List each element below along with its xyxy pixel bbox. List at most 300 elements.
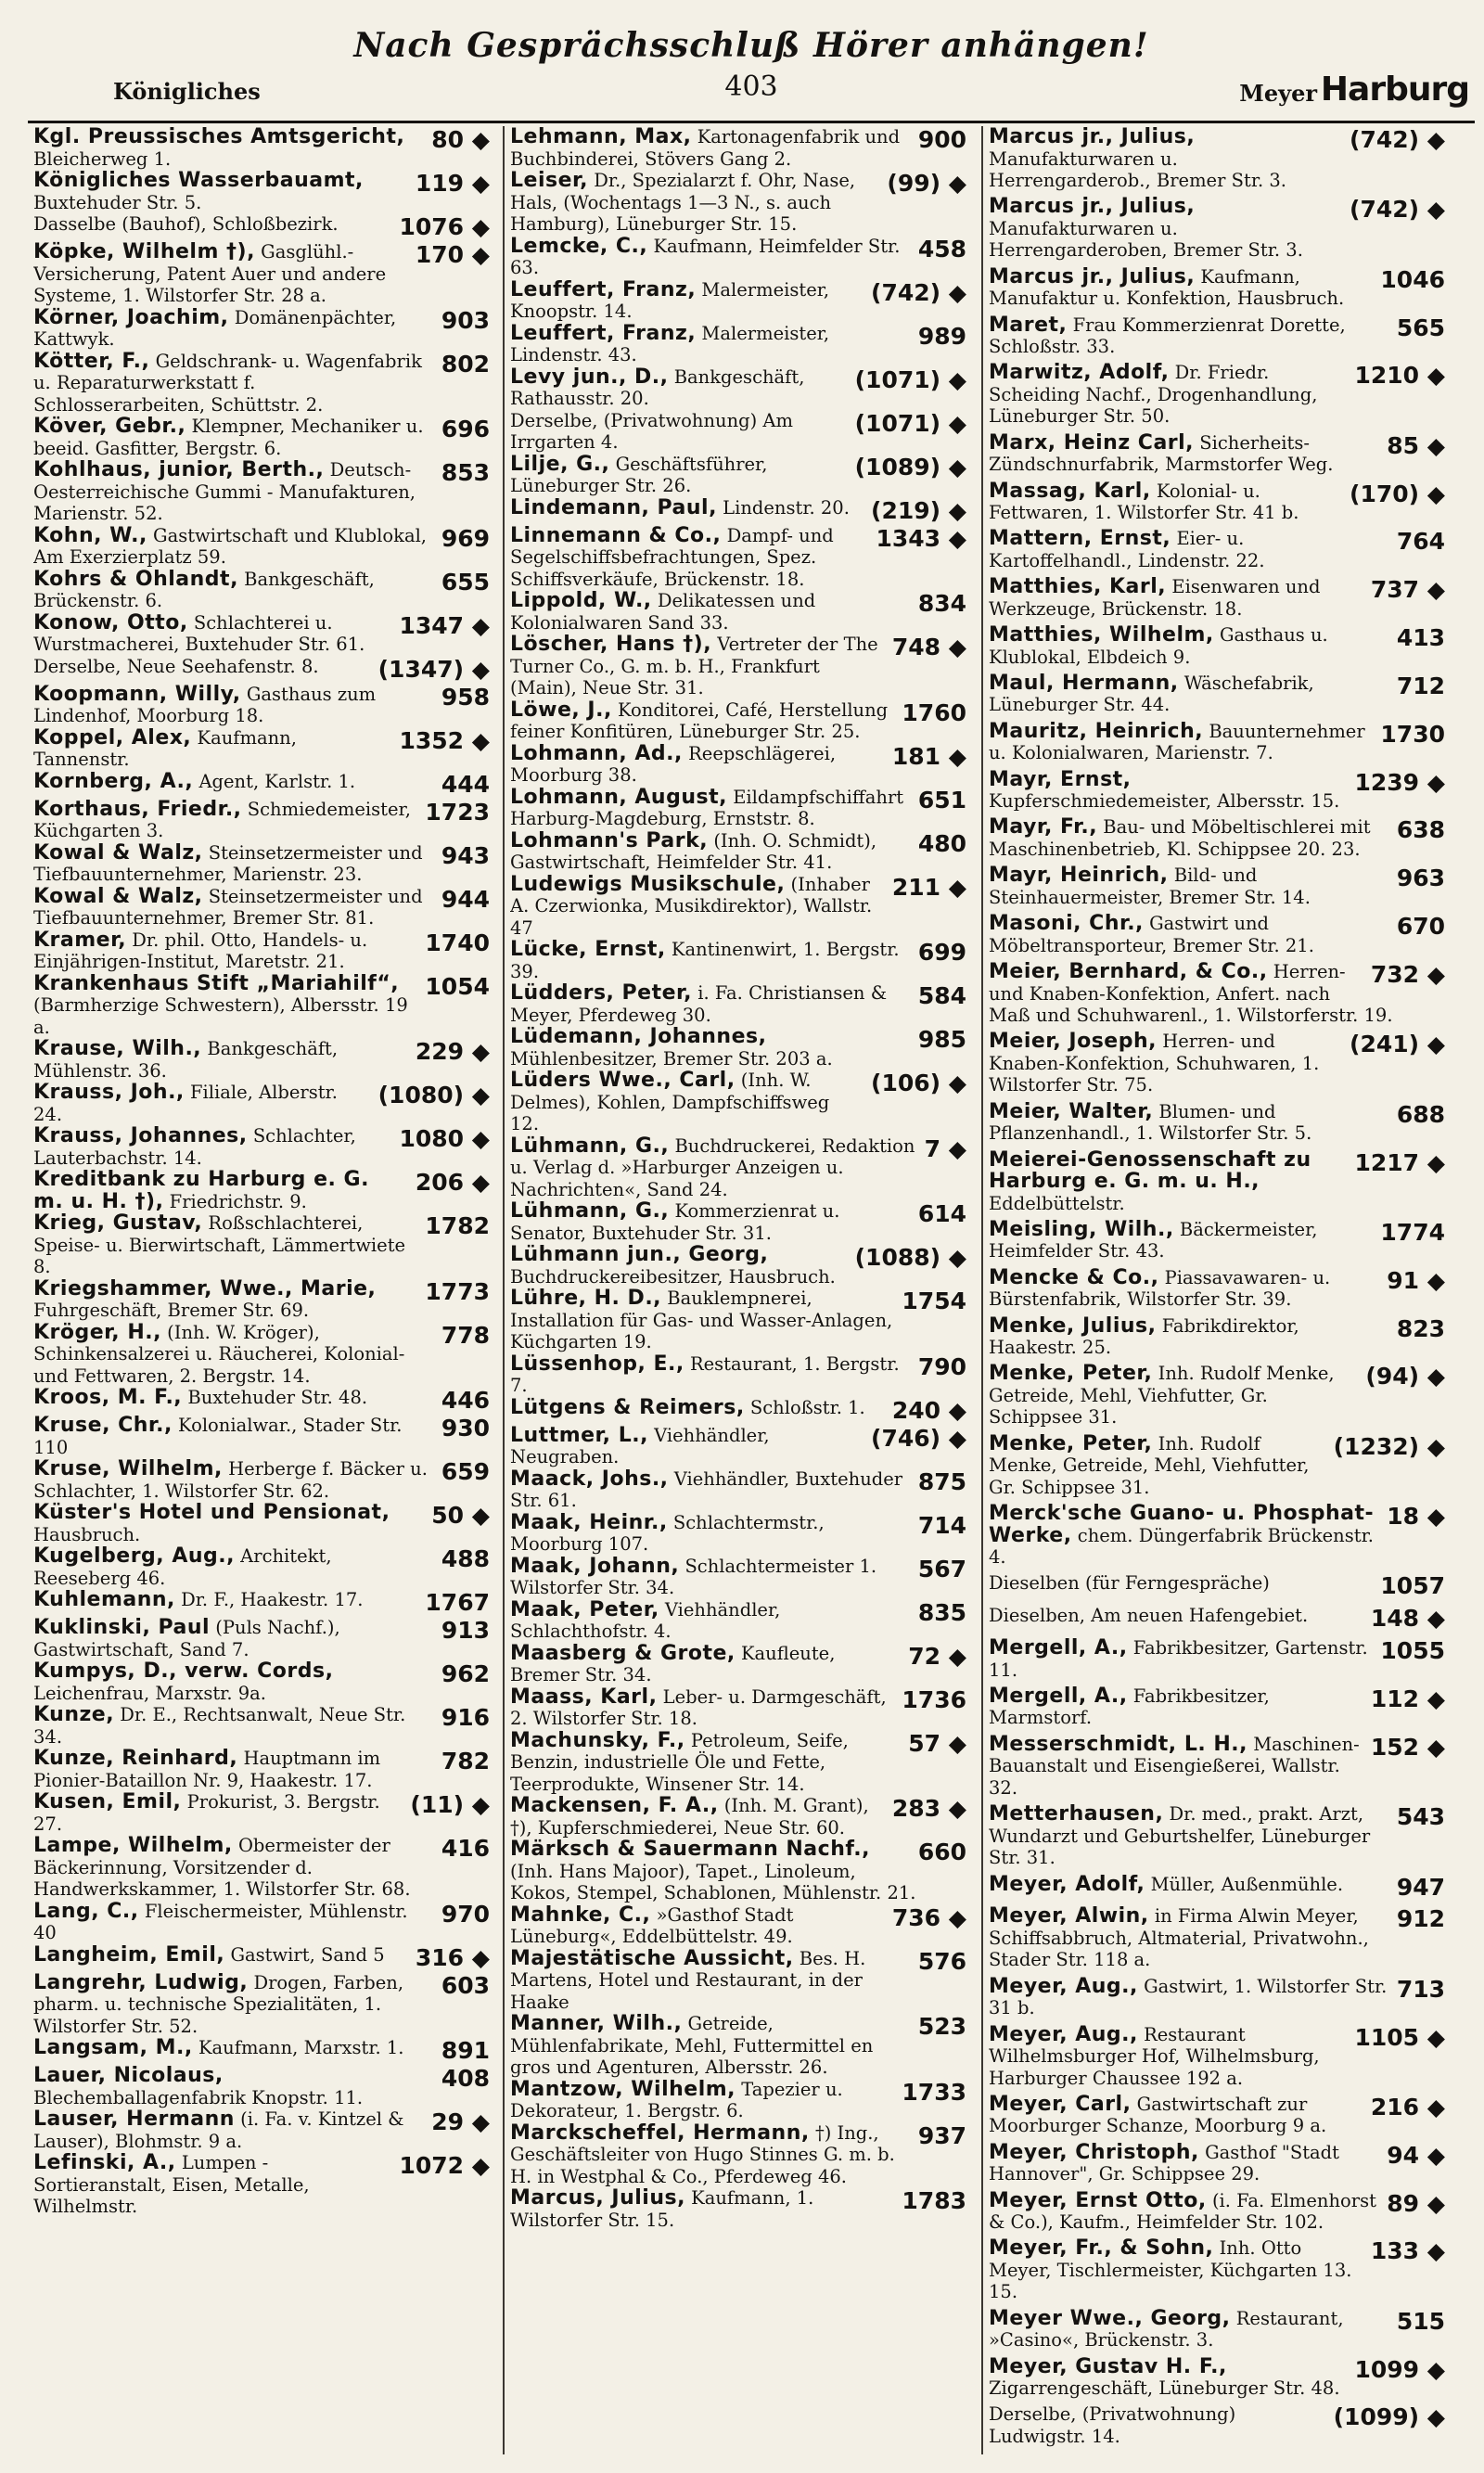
entry-name: Mackensen, F. A., bbox=[510, 1794, 719, 1817]
entry-name: Lüdders, Peter, bbox=[510, 981, 693, 1005]
entry-details: Schlachtermeister 1. Wilstorfer Str. 34. bbox=[510, 1555, 877, 1598]
directory-entry bbox=[33, 1458, 493, 1502]
directory-entry bbox=[989, 1874, 1449, 1902]
entry-details: Fuhrgeschäft, Bremer Str. 69. bbox=[33, 1300, 310, 1321]
phone-number: 943 bbox=[441, 841, 490, 869]
directory-entry bbox=[33, 170, 493, 213]
entry-details: Kolonialwar., Stader Str. 110 bbox=[33, 1415, 403, 1458]
entry-name: Lühmann, G., bbox=[510, 1134, 670, 1158]
phone-number: 1352 ◆ bbox=[399, 726, 490, 754]
directory-entry bbox=[33, 241, 493, 307]
directory-entry bbox=[33, 1322, 493, 1388]
phone-number: 1055 bbox=[1380, 1637, 1445, 1665]
header-rule bbox=[28, 121, 1475, 123]
phone-number: 782 bbox=[441, 1748, 490, 1775]
entry-name: Lilje, G., bbox=[510, 452, 610, 476]
entry-name: Kötter, F., bbox=[33, 349, 150, 373]
phone-number: 206 ◆ bbox=[415, 1169, 490, 1196]
directory-entry bbox=[510, 1070, 970, 1135]
phone-number: 930 bbox=[441, 1415, 490, 1442]
phone-number: (106) ◆ bbox=[871, 1070, 966, 1096]
phone-number: 1054 bbox=[425, 972, 490, 1000]
entry-details: Schlachtermstr., Moorburg 107. bbox=[510, 1511, 825, 1555]
phone-number: (1088) ◆ bbox=[854, 1244, 966, 1271]
directory-entry bbox=[33, 1791, 493, 1835]
phone-number: 1740 bbox=[425, 929, 490, 956]
directory-entry bbox=[33, 2108, 493, 2152]
entry-details: Deutsch-Oesterreichische Gummi - Manufakturen, Marienstr. 52. bbox=[33, 459, 416, 524]
phone-number: 913 bbox=[441, 1617, 490, 1644]
entry-name: Mergell, A., bbox=[989, 1636, 1128, 1660]
phone-number: 713 bbox=[1396, 1975, 1445, 2003]
entry-name: Kgl. Preussisches Amtsgericht, bbox=[33, 126, 405, 148]
entry-name: Kumpys, D., verw. Cords, bbox=[33, 1659, 334, 1683]
entry-details: Fabrikbesitzer, Gartenstr. 11. bbox=[989, 1637, 1368, 1681]
phone-number: 651 bbox=[917, 786, 966, 814]
entry-details: Eddelbüttelstr. bbox=[989, 1192, 1125, 1214]
entry-details: Getreide, Mühlenfabrikate, Mehl, Futtermittel en gros und Agenturen, Albersstr. 26. bbox=[510, 2013, 874, 2078]
entry-details: Klempner, Mechaniker u. beeid. Gasfitter, Bergstr. 6. bbox=[33, 416, 424, 459]
entry-details: (Inh. W. Kröger), Schinkensalzerei u. Räucherei, Kolonial- und Fettwaren, 2. Bergstr. 14. bbox=[33, 1321, 405, 1387]
directory-entry bbox=[510, 1556, 970, 1599]
entry-details: Restaurant, »Casino«, Brückenstr. 3. bbox=[989, 2307, 1344, 2351]
entry-name: Meierei-Genossenschaft zu Harburg e. G. m. u. H., bbox=[989, 1147, 1311, 1194]
entry-name: Meyer, Aug., bbox=[989, 2022, 1138, 2046]
phone-number: 91 ◆ bbox=[1387, 1266, 1445, 1294]
entry-name: Lüders Wwe., Carl, bbox=[510, 1069, 736, 1092]
directory-entry bbox=[989, 432, 1449, 476]
phone-number: 57 ◆ bbox=[908, 1729, 966, 1757]
directory-entry bbox=[989, 1031, 1449, 1096]
phone-number: (746) ◆ bbox=[871, 1424, 966, 1452]
phone-number: 737 ◆ bbox=[1370, 576, 1445, 604]
directory-entry bbox=[989, 673, 1449, 716]
directory-entry bbox=[33, 1704, 493, 1748]
directory-entry bbox=[33, 307, 493, 351]
entry-details: Petroleum, Seife, Benzin, industrielle Öle und Fette, Teerprodukte, Winsener Str. 14. bbox=[510, 1729, 849, 1795]
entry-name: Lemcke, C., bbox=[510, 234, 648, 258]
entry-name: Menke, Peter, bbox=[989, 1431, 1153, 1455]
directory-entry bbox=[33, 569, 493, 612]
entry-name: Mayr, Ernst, bbox=[989, 767, 1132, 791]
entry-name: Kröger, H., bbox=[33, 1320, 161, 1344]
directory-entry bbox=[33, 1617, 493, 1660]
entry-details: Derselbe, (Privatwohnung) Ludwigstr. 14. bbox=[989, 2403, 1236, 2447]
phone-number: 962 bbox=[441, 1660, 490, 1687]
phone-number: (241) ◆ bbox=[1350, 1031, 1445, 1058]
directory-entry bbox=[989, 528, 1449, 571]
directory-entry bbox=[510, 2187, 970, 2231]
column-2 bbox=[510, 126, 970, 2454]
phone-number: (742) ◆ bbox=[871, 278, 966, 306]
directory-entry bbox=[33, 1038, 493, 1082]
entry-details: Eildampfschiffahrt Harburg-Magdeburg, Ernststr. 8. bbox=[510, 786, 904, 829]
phone-number: 216 ◆ bbox=[1370, 2093, 1445, 2121]
phone-number: 823 bbox=[1396, 1314, 1445, 1342]
entry-name: Maack, Johs., bbox=[510, 1467, 669, 1491]
entry-name: Maak, Peter, bbox=[510, 1597, 659, 1621]
entry-details: Blumen- und Pflanzenhandl., 1. Wilstorfer Str. 5. bbox=[989, 1100, 1312, 1145]
phone-number: 1733 bbox=[902, 2078, 966, 2106]
entry-details: Kartonagenfabrik und Buchbinderei, Stövers Gang 2. bbox=[510, 126, 901, 170]
phone-number: 89 ◆ bbox=[1387, 2189, 1445, 2217]
entry-details: (Puls Nachf.), Gastwirtschaft, Sand 7. bbox=[33, 1617, 340, 1660]
directory-entry bbox=[33, 612, 493, 656]
column-divider bbox=[503, 126, 505, 2454]
entry-name: Kowal & Walz, bbox=[33, 884, 203, 908]
entry-details: Leber- u. Darmgeschäft, 2. Wilstorfer Str. 18. bbox=[510, 1685, 887, 1729]
phone-number: 1217 ◆ bbox=[1354, 1148, 1445, 1176]
phone-number: 567 bbox=[917, 1555, 966, 1582]
directory-entry bbox=[510, 874, 970, 940]
entry-details: †) Ing., Geschäftsleiter von Hugo Stinnes G. m. b. H. in Westphal & Co., Pferdeweg 46. bbox=[510, 2121, 895, 2187]
phone-number: (742) ◆ bbox=[1350, 126, 1445, 153]
entry-name: Lauser, Hermann bbox=[33, 2108, 235, 2131]
directory-entry bbox=[510, 2079, 970, 2122]
header-right-keyword: Meyer bbox=[1239, 80, 1317, 107]
directory-entry bbox=[510, 366, 970, 410]
entry-name: Ludewigs Musikschule, bbox=[510, 872, 786, 896]
entry-name: Märksch & Sauermann Nachf., bbox=[510, 1838, 870, 1861]
entry-details: (Inh. W. Delmes), Kohlen, Dampfschiffsweg 12. bbox=[510, 1070, 830, 1134]
entry-name: Meier, Walter, bbox=[989, 1099, 1154, 1123]
phone-number: 1046 bbox=[1380, 265, 1445, 293]
entry-details: Fabrikdirektor, Haakestr. 25. bbox=[989, 1314, 1299, 1359]
entry-details: Gasthaus zum Lindenhof, Moorburg 18. bbox=[33, 683, 377, 726]
phone-number: (170) ◆ bbox=[1350, 480, 1445, 507]
page-number: 403 bbox=[724, 70, 778, 103]
directory-entry bbox=[989, 1976, 1449, 2019]
entry-details: Obermeister der Bäckerinnung, Vorsitzender d. Handwerkskammer, 1. Wilstorfer Str. 68. bbox=[33, 1835, 411, 1900]
directory-entry bbox=[989, 481, 1449, 524]
phone-number: 488 bbox=[441, 1545, 490, 1572]
entry-name: Machunsky, F., bbox=[510, 1728, 685, 1752]
phone-number: 408 bbox=[441, 2065, 490, 2092]
directory-entry bbox=[989, 2308, 1449, 2351]
entry-name: Marcus, Julius, bbox=[510, 2186, 685, 2210]
phone-number: 211 ◆ bbox=[891, 873, 966, 901]
entry-name: Lühre, H. D., bbox=[510, 1287, 662, 1310]
entry-name: Maul, Hermann, bbox=[989, 671, 1179, 695]
entry-name: Meyer, Alwin, bbox=[989, 1904, 1149, 1928]
entry-name: Löscher, Hans †), bbox=[510, 633, 712, 656]
entry-details: Lindenstr. 20. bbox=[723, 496, 850, 519]
entry-name: Mahnke, C., bbox=[510, 1903, 651, 1927]
entry-details: Manufakturwaren u. Herrengarderoben, Bremer Str. 3. bbox=[989, 217, 1303, 262]
directory-entry bbox=[33, 2037, 493, 2065]
directory-entry bbox=[510, 1353, 970, 1397]
entry-name: Lindemann, Paul, bbox=[510, 495, 717, 519]
phone-number: 903 bbox=[441, 306, 490, 334]
header-left-keyword: Königliches bbox=[113, 78, 261, 105]
phone-number: 1773 bbox=[425, 1277, 490, 1305]
entry-details: »Gasthof Stadt Lüneburg«, Eddelbüttelstr. 49. bbox=[510, 1903, 794, 1947]
directory-entry bbox=[33, 1972, 493, 2038]
entry-name: Lohmann, Ad., bbox=[510, 741, 683, 765]
directory-entry bbox=[510, 236, 970, 279]
directory-entry bbox=[510, 126, 970, 170]
directory-entry bbox=[510, 1468, 970, 1512]
directory-entry bbox=[33, 973, 493, 1039]
phone-number: 515 bbox=[1396, 2307, 1445, 2335]
entry-details: (i. Fa. Elmenhorst & Co.), Kaufm., Heimfelder Str. 102. bbox=[989, 2189, 1376, 2234]
phone-number: 958 bbox=[441, 683, 490, 711]
phone-number: 937 bbox=[917, 2121, 966, 2149]
entry-name: Kohn, W., bbox=[33, 523, 147, 547]
directory-entry bbox=[33, 1944, 493, 1972]
entry-name: Kohlhaus, junior, Berth., bbox=[33, 458, 325, 481]
directory-entry bbox=[510, 1686, 970, 1730]
entry-details: Frau Kommerzienrat Dorette, Schloßstr. 33. bbox=[989, 314, 1346, 358]
entry-name: Lang, C., bbox=[33, 1899, 139, 1923]
entry-name: Maak, Heinr., bbox=[510, 1510, 668, 1534]
entry-name: Marcus jr., Julius, bbox=[989, 195, 1196, 219]
directory-entry bbox=[510, 1839, 970, 1904]
entry-name: Köver, Gebr., bbox=[33, 415, 186, 438]
entry-name: Langrehr, Ludwig, bbox=[33, 1970, 249, 1994]
entry-details: Müller, Außenmühle. bbox=[1150, 1873, 1344, 1895]
directory-entry bbox=[510, 982, 970, 1026]
entry-name: Manner, Wilh., bbox=[510, 2012, 683, 2035]
entry-details: Architekt, Reeseberg 46. bbox=[33, 1545, 332, 1589]
entry-details: Blechemballagenfabrik Knopstr. 11. bbox=[33, 2086, 364, 2108]
entry-name: Linnemann & Co., bbox=[510, 523, 722, 547]
phone-number: 947 bbox=[1396, 1873, 1445, 1901]
phone-number: 696 bbox=[441, 416, 490, 442]
phone-number: 1210 ◆ bbox=[1354, 362, 1445, 390]
entry-name: Lüdemann, Johannes, bbox=[510, 1025, 767, 1048]
entry-details: Dieselben (für Ferngespräche) bbox=[989, 1572, 1270, 1595]
directory-entry bbox=[989, 2094, 1449, 2137]
entry-details: Schmiedemeister, Küchgarten 3. bbox=[33, 798, 411, 841]
phone-number: 1239 ◆ bbox=[1354, 768, 1445, 796]
directory-entry bbox=[989, 816, 1449, 860]
directory-entry bbox=[33, 1901, 493, 1944]
phone-number: 1767 bbox=[425, 1589, 490, 1616]
entry-name: Maak, Johann, bbox=[510, 1554, 680, 1578]
entry-details: Lumpen - Sortieranstalt, Eisen, Metalle, Wilhelmstr. bbox=[33, 2152, 310, 2217]
entry-details: Roßschlachterei, Speise- u. Bierwirtschaft, Lämmertwiete 8. bbox=[33, 1212, 406, 1277]
entry-name: Lühmann jun., Georg, bbox=[510, 1243, 769, 1266]
phone-number: 72 ◆ bbox=[908, 1642, 966, 1670]
directory-entry bbox=[33, 1082, 493, 1125]
directory-entry bbox=[33, 886, 493, 929]
phone-number: 1723 bbox=[425, 798, 490, 826]
entry-name: Leuffert, Franz, bbox=[510, 277, 697, 301]
entry-details: Inh. Otto Meyer, Tischlermeister, Küchgarten 13. 15. bbox=[989, 2237, 1352, 2303]
entry-details: Gasglühl.-Versicherung, Patent Auer und andere Systeme, 1. Wilstorfer Str. 28 a. bbox=[33, 241, 387, 306]
phone-number: 1782 bbox=[425, 1212, 490, 1239]
entry-details: Tapezier u. Dekorateur, 1. Bergstr. 6. bbox=[510, 2078, 843, 2121]
directory-entry bbox=[510, 1425, 970, 1468]
directory-entry bbox=[33, 1125, 493, 1169]
phone-number: 1099 ◆ bbox=[1354, 2355, 1445, 2383]
entry-name: Korthaus, Friedr., bbox=[33, 797, 242, 821]
entry-details: Dasselbe (Bauhof), Schloßbezirk. bbox=[33, 213, 339, 235]
entry-details: Schloßstr. 1. bbox=[749, 1396, 865, 1418]
phone-number: 413 bbox=[1396, 624, 1445, 652]
directory-entry bbox=[989, 1101, 1449, 1145]
entry-name: Maret, bbox=[989, 313, 1068, 337]
phone-number: 1105 ◆ bbox=[1354, 2023, 1445, 2051]
phone-number: 543 bbox=[1396, 1803, 1445, 1831]
directory-entry bbox=[33, 1212, 493, 1278]
entry-details: (Inhaber A. Czerwionka, Musikdirektor), Wallstr. 47 bbox=[510, 873, 873, 939]
phone-number: 458 bbox=[917, 235, 966, 263]
phone-number: 688 bbox=[1396, 1100, 1445, 1128]
entry-name: Meyer, Fr., & Sohn, bbox=[989, 2236, 1214, 2261]
phone-number: (742) ◆ bbox=[1350, 196, 1445, 224]
directory-entry bbox=[33, 459, 493, 525]
phone-number: 565 bbox=[1396, 314, 1445, 341]
entry-details: Kaufmann, Marxstr. 1. bbox=[198, 2037, 404, 2058]
entry-details: Kupferschmiedemeister, Albersstr. 15. bbox=[989, 790, 1340, 813]
entry-name: Lehmann, Max, bbox=[510, 126, 692, 148]
entry-name: Maasberg & Grote, bbox=[510, 1641, 736, 1665]
entry-details: Gastwirtschaft zur Moorburger Schanze, Moorburg 9 a. bbox=[989, 2093, 1327, 2137]
entry-name: Menke, Julius, bbox=[989, 1313, 1157, 1338]
directory-entry bbox=[989, 961, 1449, 1027]
entry-name: Meyer Wwe., Georg, bbox=[989, 2306, 1231, 2330]
phone-number: 778 bbox=[441, 1321, 490, 1349]
phone-number: (1099) ◆ bbox=[1333, 2403, 1445, 2431]
entry-name: Mantzow, Wilhelm, bbox=[510, 2077, 736, 2101]
directory-entry bbox=[33, 1589, 493, 1617]
directory-entry bbox=[33, 126, 493, 170]
entry-name: Mayr, Fr., bbox=[989, 815, 1098, 839]
directory-entry bbox=[510, 1643, 970, 1686]
directory-entry bbox=[510, 1288, 970, 1353]
phone-number: 655 bbox=[441, 568, 490, 596]
directory-entry bbox=[989, 266, 1449, 310]
entry-details: (Barmherzige Schwestern), Albersstr. 19 a. bbox=[33, 994, 408, 1038]
phone-number: 712 bbox=[1396, 672, 1445, 699]
entry-details: Konditorei, Café, Herstellung feiner Konfitüren, Lüneburger Str. 25. bbox=[510, 698, 889, 742]
entry-name: Mergell, A., bbox=[989, 1684, 1128, 1708]
entry-name: Marckscheffel, Hermann, bbox=[510, 2121, 810, 2145]
entry-name: Marcus jr., Julius, bbox=[989, 126, 1196, 148]
phone-number: 970 bbox=[441, 1900, 490, 1928]
phone-number: (1232) ◆ bbox=[1333, 1432, 1445, 1460]
phone-number: 614 bbox=[917, 1200, 966, 1227]
directory-entry bbox=[989, 196, 1449, 262]
column-1 bbox=[33, 126, 493, 2454]
entry-details: Herren- und Knaben-Konfektion, Schuhwaren, 1. Wilstorfer Str. 75. bbox=[989, 1031, 1320, 1096]
directory-entry bbox=[989, 721, 1449, 764]
entry-name: Lohmann, August, bbox=[510, 785, 727, 809]
directory-entry bbox=[989, 1637, 1449, 1681]
entry-name: Meyer, Carl, bbox=[989, 2092, 1132, 2116]
entry-details: Bankgeschäft, Rathausstr. 20. bbox=[510, 365, 805, 409]
entry-name: Leiser, bbox=[510, 169, 588, 192]
directory-entry bbox=[989, 769, 1449, 813]
entry-details: Gasthof "Stadt Hannover", Gr. Schippsee 29. bbox=[989, 2141, 1339, 2185]
directory-entry bbox=[510, 1948, 970, 2014]
entry-details: Hausbruch. bbox=[33, 1523, 141, 1545]
directory-entry bbox=[989, 2403, 1449, 2447]
entry-name: Merck'sche Guano- u. Phosphat-Werke, bbox=[989, 1502, 1375, 1547]
entry-name: Marx, Heinz Carl, bbox=[989, 430, 1195, 455]
directory-entry bbox=[510, 170, 970, 236]
entry-details: Eisenwaren und Werkzeuge, Brückenstr. 18. bbox=[989, 576, 1321, 620]
entry-name: Meyer, Adolf, bbox=[989, 1872, 1145, 1896]
entry-details: Gastwirtschaft und Klublokal, Am Exerzierplatz 59. bbox=[33, 524, 428, 568]
entry-details: Inh. Rudolf Menke, Getreide, Mehl, Viehfutter, Gr. Schippsee 31. bbox=[989, 1432, 1310, 1498]
entry-name: Koopmann, Willy, bbox=[33, 682, 241, 706]
directory-entry bbox=[989, 2237, 1449, 2303]
entry-details: Dr. Friedr. Scheiding Nachf., Drogenhandlung, Lüneburger Str. 50. bbox=[989, 362, 1318, 428]
entry-name: Krauss, Johannes, bbox=[33, 1124, 248, 1147]
directory-entry bbox=[33, 1545, 493, 1589]
phone-number: 944 bbox=[441, 885, 490, 913]
phone-number: 576 bbox=[917, 1947, 966, 1975]
entry-details: Bes. H. Martens, Hotel und Restaurant, in der Haake bbox=[510, 1947, 866, 2013]
entry-name: Löwe, J., bbox=[510, 698, 612, 722]
directory-entry bbox=[989, 126, 1449, 192]
directory-entry bbox=[510, 634, 970, 699]
directory-entry bbox=[33, 213, 493, 241]
entry-name: Langsam, M., bbox=[33, 2036, 193, 2059]
entry-name: Matthies, Karl, bbox=[989, 575, 1167, 599]
phone-number: 229 ◆ bbox=[415, 1038, 490, 1065]
phone-number: 181 ◆ bbox=[891, 742, 966, 770]
phone-number: (11) ◆ bbox=[410, 1791, 490, 1818]
phone-number: 1783 bbox=[902, 2187, 966, 2214]
phone-number: 985 bbox=[917, 1026, 966, 1053]
phone-number: 1080 ◆ bbox=[399, 1125, 490, 1152]
directory-entry bbox=[989, 1605, 1449, 1633]
directory-entry bbox=[510, 1599, 970, 1643]
entry-name: Mauritz, Heinrich, bbox=[989, 719, 1204, 743]
entry-name: Krauss, Joh., bbox=[33, 1081, 185, 1104]
entry-name: Kohrs & Ohlandt, bbox=[33, 567, 238, 591]
phone-number: 916 bbox=[441, 1704, 490, 1731]
phone-number: 714 bbox=[917, 1511, 966, 1539]
directory-entry bbox=[33, 771, 493, 799]
phone-number: 119 ◆ bbox=[415, 170, 490, 197]
entry-name: Mayr, Heinrich, bbox=[989, 864, 1169, 888]
phone-number: 1730 bbox=[1380, 720, 1445, 748]
entry-name: Metterhausen, bbox=[989, 1802, 1164, 1826]
entry-details: Kaufmann, Heimfelder Str. 63. bbox=[510, 235, 901, 278]
directory-entry bbox=[33, 1835, 493, 1901]
phone-number: 969 bbox=[441, 524, 490, 552]
entry-details: Gasthaus u. Klublokal, Elbdeich 9. bbox=[989, 624, 1328, 668]
phone-number: 963 bbox=[1396, 865, 1445, 892]
directory-entry bbox=[33, 842, 493, 886]
entry-name: Krankenhaus Stift „Mariahilf“, bbox=[33, 971, 400, 995]
phone-number: (94) ◆ bbox=[1365, 1363, 1445, 1390]
directory-entry bbox=[510, 1795, 970, 1839]
directory-entry bbox=[33, 351, 493, 416]
directory-entry bbox=[989, 1363, 1449, 1429]
phone-number: 764 bbox=[1396, 528, 1445, 556]
entry-details: Herberge f. Bäcker u. Schlachter, 1. Wilstorfer Str. 62. bbox=[33, 1458, 428, 1502]
directory-entry bbox=[33, 1660, 493, 1704]
entry-name: Kramer, bbox=[33, 928, 127, 952]
entry-name: Marcus jr., Julius, bbox=[989, 264, 1196, 288]
entry-details: Dieselben, Am neuen Hafengebiet. bbox=[989, 1605, 1309, 1627]
phone-number: 133 ◆ bbox=[1370, 2237, 1445, 2265]
entry-details: Zigarrengeschäft, Lüneburger Str. 48. bbox=[989, 2377, 1340, 2400]
entry-details: Bäckermeister, Heimfelder Str. 43. bbox=[989, 1218, 1318, 1262]
entry-details: Fleischermeister, Mühlenstr. 40 bbox=[33, 1900, 408, 1943]
entry-name: Kreditbank zu Harburg e. G. m. u. H. †), bbox=[33, 1168, 369, 1213]
directory-entry bbox=[33, 1415, 493, 1458]
entry-name: Meyer, Ernst Otto, bbox=[989, 2188, 1207, 2212]
entry-details: Buchdruckereibesitzer, Hausbruch. bbox=[510, 1265, 836, 1288]
entry-name: Marwitz, Adolf, bbox=[989, 361, 1170, 385]
